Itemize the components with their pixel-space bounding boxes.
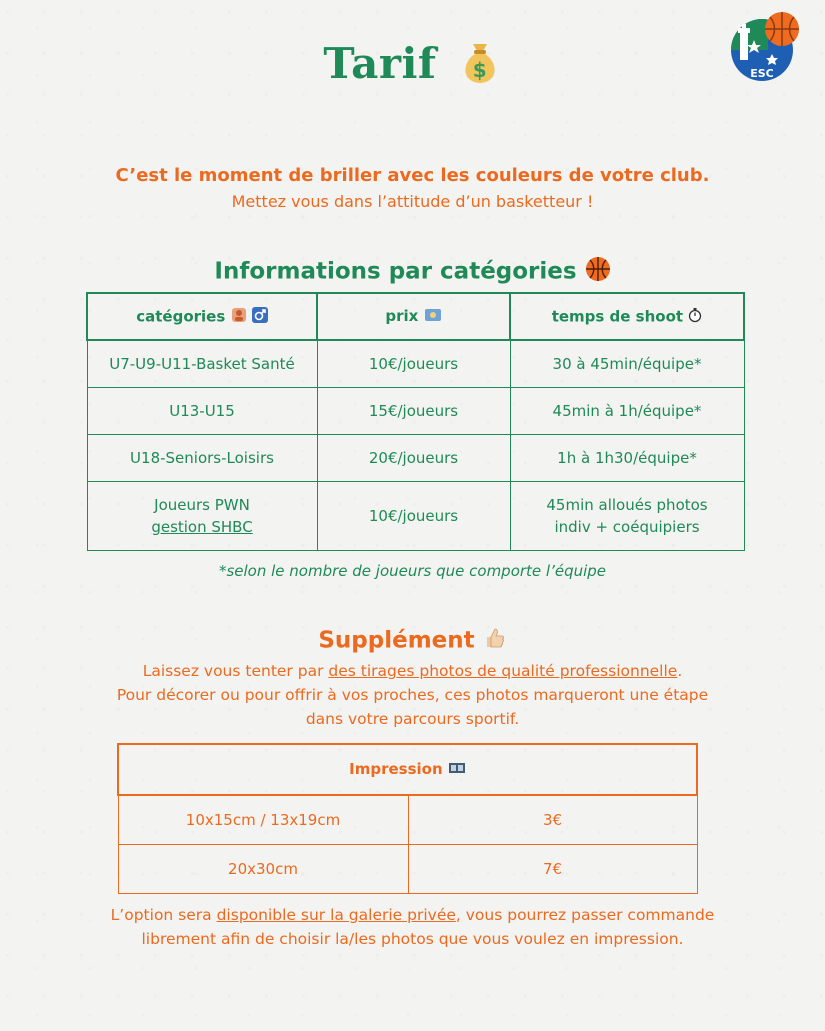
money-bag-icon <box>458 38 502 96</box>
svg-text:$: $ <box>472 58 487 82</box>
header-impression <box>118 744 697 795</box>
header-impression-label: Impression <box>349 760 443 779</box>
svg-text:ESC: ESC <box>750 67 774 80</box>
table-footnote: *selon le nombre de joueurs que comporte l’équipe <box>218 562 607 580</box>
cell-price: 15€/joueurs <box>317 388 510 435</box>
thumbs-up-icon <box>483 626 507 656</box>
categories-heading <box>0 256 825 288</box>
option-text-part: L’option sera <box>110 906 217 924</box>
cell-price: 20€/joueurs <box>317 435 510 482</box>
cell-category <box>87 482 317 551</box>
table-row <box>87 388 744 435</box>
cell-size: 20x30cm <box>118 845 408 894</box>
cell-time: 1h à 1h30/équipe* <box>510 435 744 482</box>
supplement-line: dans votre parcours sportif. <box>305 710 520 728</box>
club-logo <box>728 10 800 82</box>
header-category <box>87 293 317 340</box>
supplement-line: Pour décorer ou pour offrir à vos proches, ces photos marqueront une étape <box>116 686 709 704</box>
table-header-row <box>118 744 697 795</box>
quality-prints-link[interactable]: des tirages photos de qualité professionnelle <box>328 662 678 680</box>
header-price <box>317 293 510 340</box>
time-line: indiv + coéquipiers <box>554 518 700 536</box>
header-price-label: prix <box>385 307 419 326</box>
supplement-line <box>0 659 825 683</box>
cell-category: U7-U9-U11-Basket Santé <box>87 340 317 388</box>
header-time-label: temps de shoot <box>551 307 684 325</box>
cell-size: 10x15cm / 13x19cm <box>118 795 408 845</box>
supplement-heading <box>0 626 825 656</box>
cell-category: U18-Seniors-Loisirs <box>87 435 317 482</box>
option-text-part: , vous pourrez passer commande <box>455 906 715 924</box>
category-line: Joueurs PWN <box>154 496 250 514</box>
private-gallery-link[interactable]: disponible sur la galerie privée <box>216 906 456 924</box>
cell-time: 45min à 1h/équipe* <box>510 388 744 435</box>
cell-category: U13-U15 <box>87 388 317 435</box>
table-header-row <box>87 293 744 340</box>
header-category-label: catégories <box>136 307 226 325</box>
supplement-text <box>0 659 825 731</box>
stopwatch-icon <box>688 307 702 327</box>
cell-price: 7€ <box>408 845 697 894</box>
title-text: Tarif <box>323 39 437 88</box>
option-text <box>0 903 825 951</box>
supplement-heading-text: Supplément <box>318 627 475 654</box>
person-icon <box>231 307 247 327</box>
film-frames-icon <box>448 761 466 779</box>
male-sign-icon <box>252 307 268 327</box>
time-line: 45min alloués photos <box>546 496 708 514</box>
print-table <box>117 743 698 894</box>
table-row <box>118 795 697 845</box>
categories-heading-text: Informations par catégories <box>214 258 577 285</box>
supplement-text-part: Laissez vous tenter par <box>142 662 329 680</box>
table-row <box>87 340 744 388</box>
table-row <box>87 482 744 551</box>
cell-time <box>510 482 744 551</box>
supplement-text-part: . <box>677 662 683 680</box>
cell-price: 3€ <box>408 795 697 845</box>
header-time <box>510 293 744 340</box>
intro-headline: C’est le moment de briller avec les couleurs de votre club. <box>115 165 710 186</box>
basketball-icon <box>585 256 611 288</box>
page-title <box>0 38 825 96</box>
intro-subline: Mettez vous dans l’attitude d’un basketteur ! <box>231 192 594 211</box>
banknote-icon <box>424 308 442 326</box>
table-row <box>87 435 744 482</box>
option-line: librement afin de choisir la/les photos que vous voulez en impression. <box>141 930 684 948</box>
option-line <box>0 903 825 927</box>
cell-price: 10€/joueurs <box>317 482 510 551</box>
shbc-link[interactable]: gestion SHBC <box>151 518 253 536</box>
cell-time: 30 à 45min/équipe* <box>510 340 744 388</box>
table-row <box>118 845 697 894</box>
categories-table <box>86 292 745 551</box>
cell-price: 10€/joueurs <box>317 340 510 388</box>
